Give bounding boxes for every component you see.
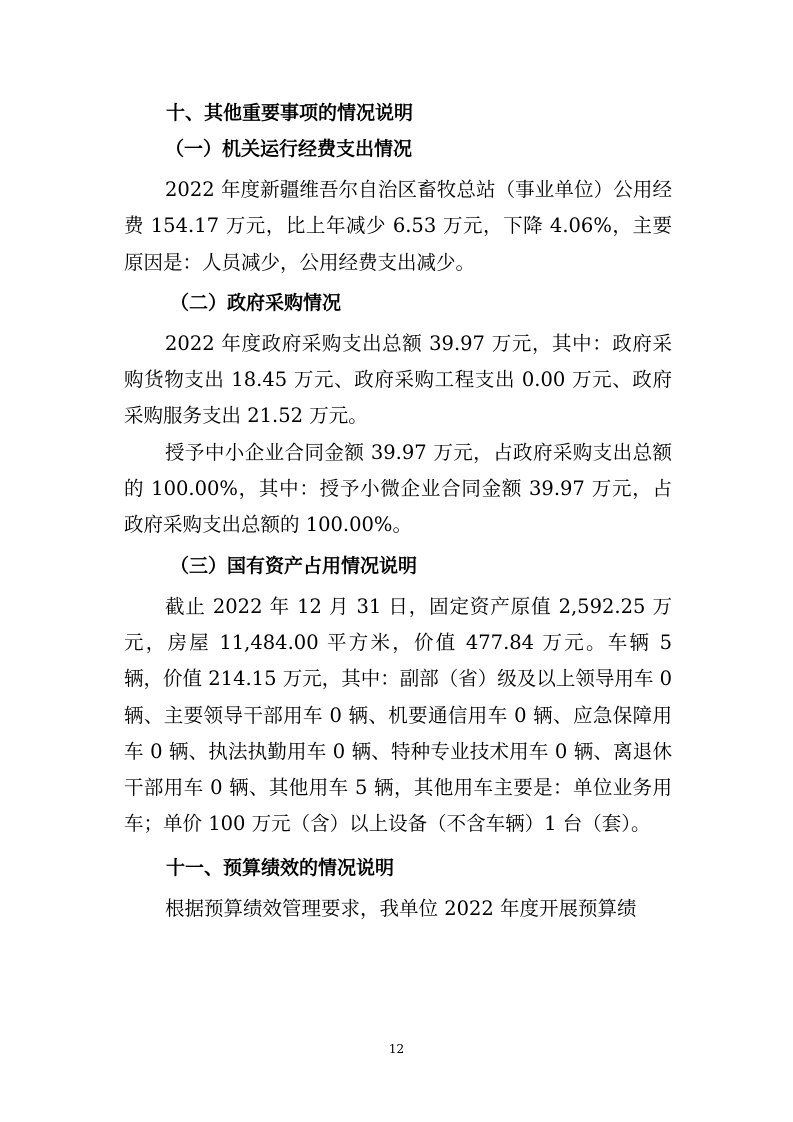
section-10-heading: 十、其他重要事项的情况说明 — [166, 102, 414, 124]
section-10-2-heading: （二）政府采购情况 — [170, 291, 342, 314]
section-11-paragraph: 根据预算绩效管理要求，我单位 2022 年度开展预算绩 — [165, 896, 637, 920]
section-10-1-paragraph: 2022 年度新疆维吾尔自治区畜牧总站（事业单位）公用经费 154.17 万元，比上年减少 6.53 万元，下降 4.06%，主要原因是：人员减少，公用经费支出减少。 — [124, 178, 672, 274]
section-10-1-heading: （一）机关运行经费支出情况 — [165, 138, 413, 160]
page-content — [124, 102, 672, 927]
section-10-2-paragraph-2: 授予中小企业合同金额 39.97 万元，占政府采购支出总额的 100.00%，其中：授予小微企业合同金额 39.97 万元，占政府采购支出总额的 100.00%。 — [124, 440, 672, 537]
section-10-2-paragraph-1: 2022 年度政府采购支出总额 39.97 万元，其中：政府采购货物支出 18.45 万元、政府采购工程支出 0.00 万元、政府采购服务支出 21.52 万元。 — [124, 331, 672, 428]
section-11-heading: 十一、预算绩效的情况说明 — [166, 856, 395, 879]
section-10-3-heading: （三）国有资产占用情况说明 — [170, 554, 418, 577]
page-number: 12 — [388, 1042, 405, 1056]
section-10-3-paragraph: 截止 2022 年 12 月 31 日，固定资产原值 2,592.25 万元，房屋 11,484.00 平方米，价值 477.84 万元。车辆 5 辆，价值 214.15 万元，其中：副部（省）级及以上领导用车 0 辆、主要领导干部用车 0 辆、机要通信用车 0 辆、应急保障用车 0 辆、执法执勤用车 0 辆、特种专业技术用车 0 辆、离退休干部用车 0 辆、其他用车 5 辆，其他用车主要是：单位业务用车；单价 100 万元（含）以上设备（不含车辆）1 台（套）。 — [124, 594, 672, 836]
